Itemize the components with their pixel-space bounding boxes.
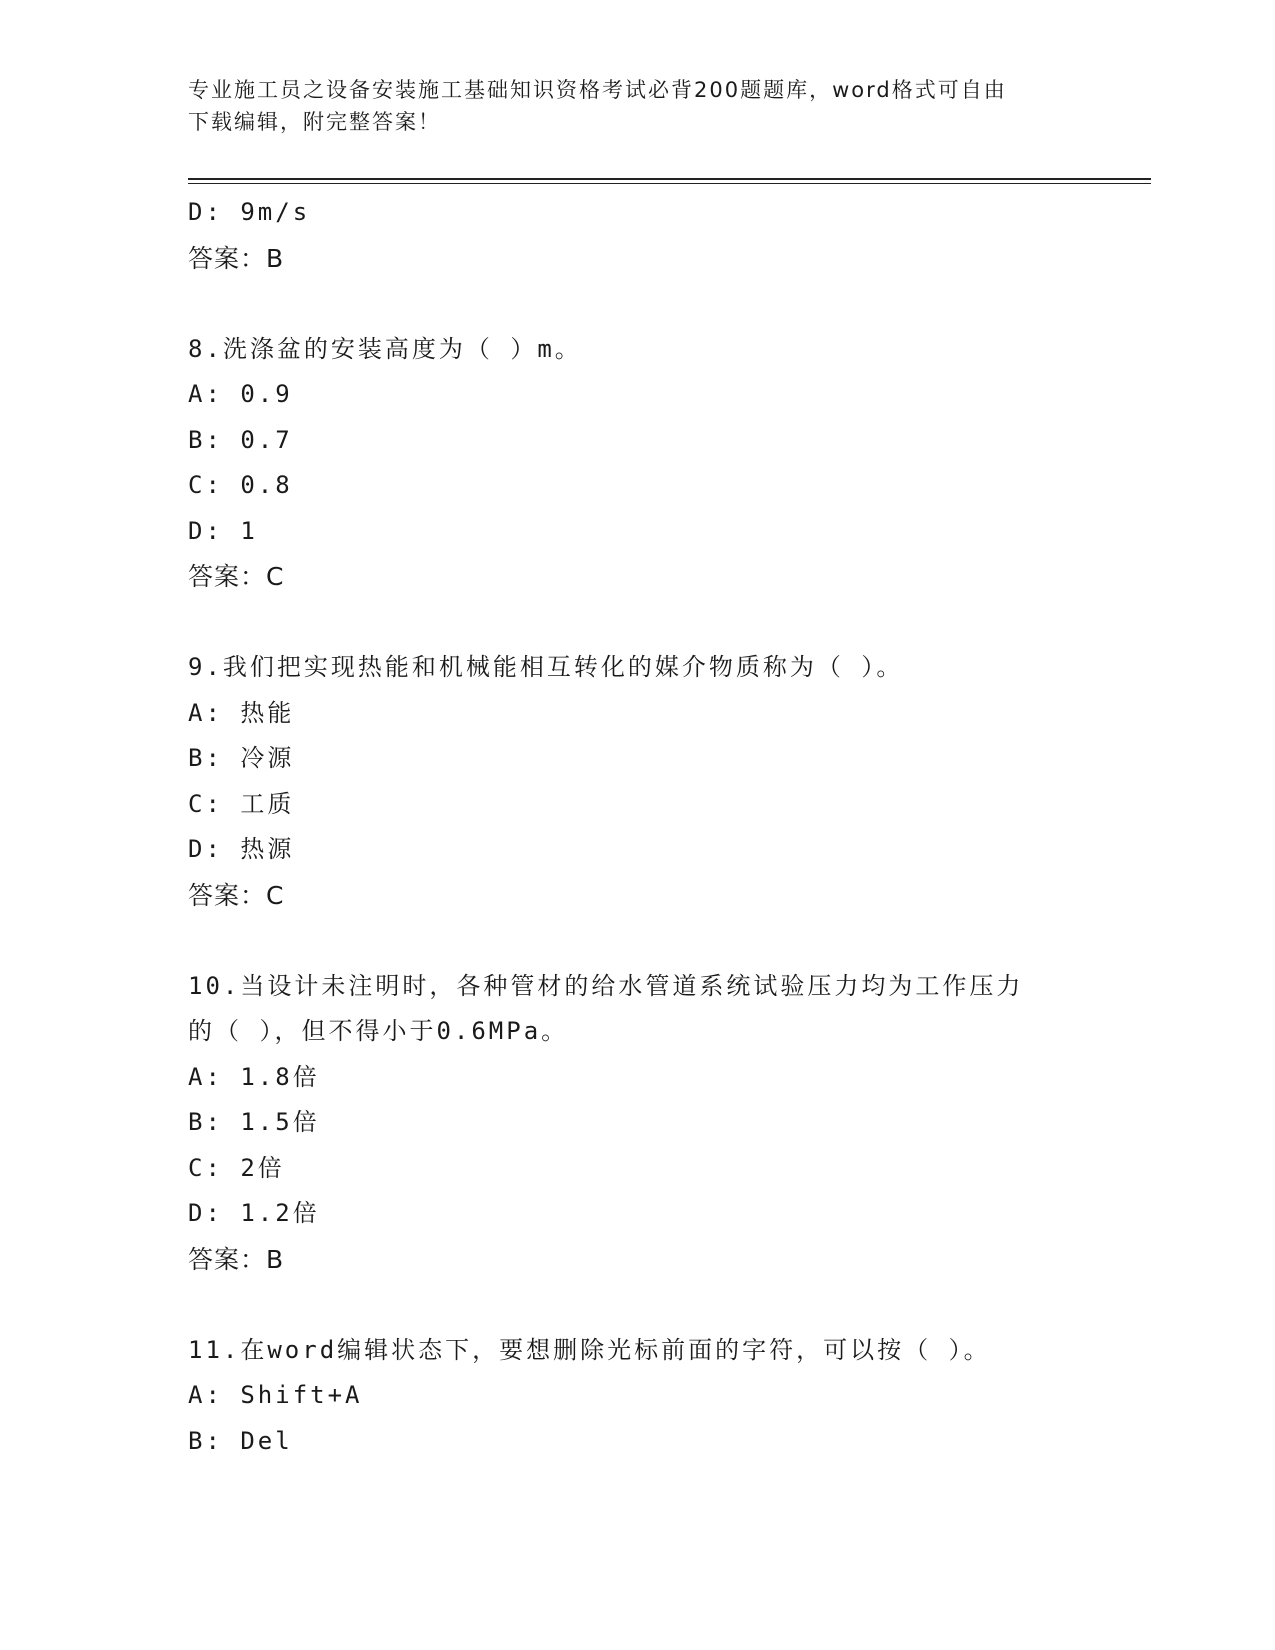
question-gap bbox=[188, 1282, 1088, 1328]
question-11 bbox=[188, 1328, 1088, 1465]
question-gap bbox=[188, 600, 1088, 646]
option-d: D: 1 bbox=[188, 516, 258, 545]
question-8 bbox=[188, 327, 1088, 600]
answer: 答案：B bbox=[188, 1244, 285, 1274]
option-b: B: Del bbox=[188, 1426, 293, 1455]
header-rule-thick bbox=[188, 178, 1151, 180]
option-c: C: 0.8 bbox=[188, 471, 293, 499]
question-stem: 11.在word编辑状态下，要想删除光标前面的字符，可以按（ ）。 bbox=[188, 1335, 991, 1364]
option-d-q7: D: 9m/s bbox=[188, 198, 311, 226]
answer-q7: 答案：B bbox=[188, 243, 285, 273]
question-9 bbox=[188, 645, 1088, 918]
question-10 bbox=[188, 964, 1088, 1283]
option-a: A: 热能 bbox=[188, 698, 295, 727]
option-a: A: 0.9 bbox=[188, 380, 293, 408]
option-a: A: Shift+A bbox=[188, 1381, 363, 1409]
answer: 答案：C bbox=[188, 880, 285, 910]
option-b: B: 1.5倍 bbox=[188, 1108, 320, 1136]
question-stem-line-1: 10.当设计未注明时，各种管材的给水管道系统试验压力均为工作压力 bbox=[188, 971, 1024, 1000]
document-header bbox=[188, 74, 1088, 138]
header-title-line-1: 专业施工员之设备安装施工基础知识资格考试必背200题题库，word格式可自由 bbox=[188, 78, 1007, 102]
option-b: B: 冷源 bbox=[188, 744, 295, 772]
option-d: D: 热源 bbox=[188, 835, 295, 863]
header-rule-thin bbox=[188, 183, 1151, 184]
option-d: D: 1.2倍 bbox=[188, 1199, 320, 1227]
option-a: A: 1.8倍 bbox=[188, 1062, 320, 1091]
option-b: B: 0.7 bbox=[188, 425, 293, 454]
option-c: C: 2倍 bbox=[188, 1153, 285, 1182]
question-list bbox=[188, 190, 1088, 1464]
question-gap bbox=[188, 918, 1088, 964]
question-gap bbox=[188, 281, 1088, 327]
option-c: C: 工质 bbox=[188, 789, 295, 818]
answer: 答案：C bbox=[188, 562, 285, 591]
question-stem: 8.洗涤盆的安装高度为（ ）m。 bbox=[188, 334, 582, 363]
header-title-line-2: 下载编辑，附完整答案！ bbox=[188, 110, 441, 134]
question-stem: 9.我们把实现热能和机械能相互转化的媒介物质称为（ ）。 bbox=[188, 653, 904, 681]
question-stem-line-2: 的（ ），但不得小于0.6MPa。 bbox=[188, 1017, 569, 1045]
